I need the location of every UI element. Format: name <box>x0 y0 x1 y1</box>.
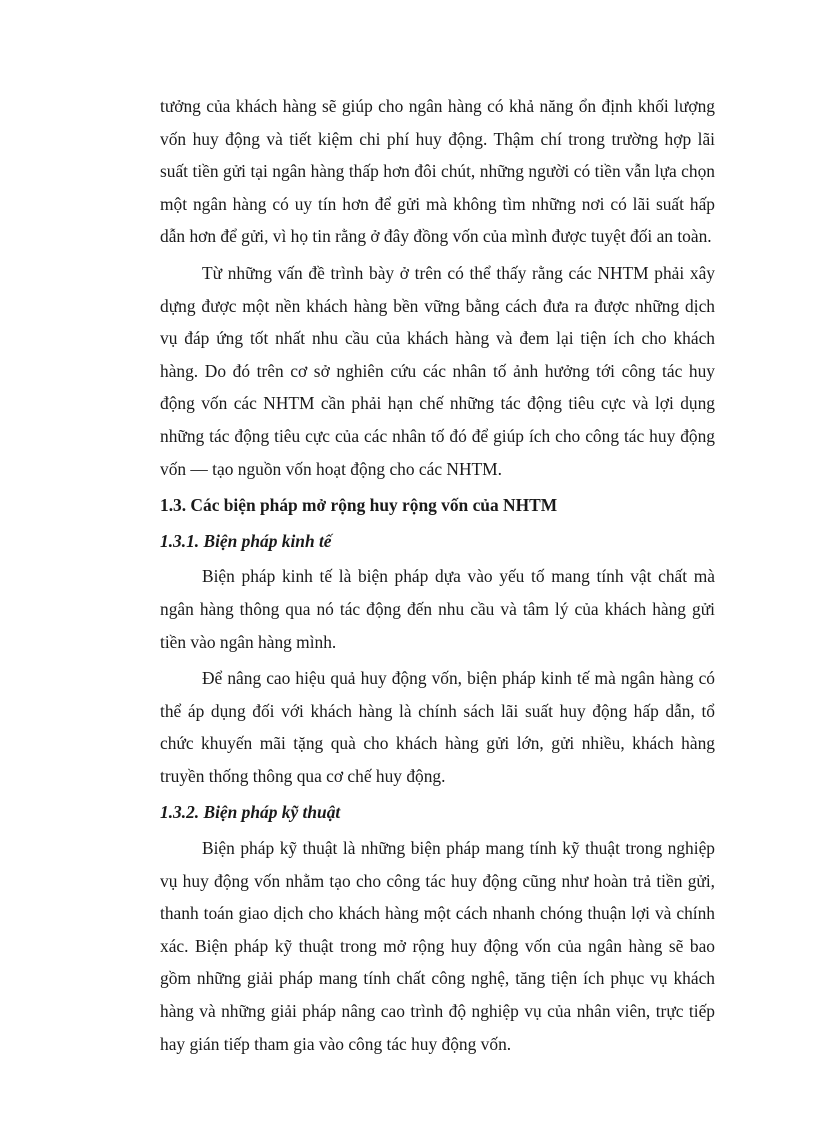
paragraph-economic-measures-application: Để nâng cao hiệu quả huy động vốn, biện pháp kinh tế mà ngân hàng có thể áp dụng đối với khách hàng là chính sách lãi suất huy động hấp dẫn, tổ chức khuyến mãi tặng quà cho khách hàng gửi lớn, gửi nhiều, khách hàng truyền thống thông qua cơ chế huy động. <box>160 668 715 786</box>
subsection-heading-1-3-1: 1.3.1. Biện pháp kinh tế <box>160 530 332 551</box>
page-content <box>160 90 715 1064</box>
paragraph-technical-measures: Biện pháp kỹ thuật là những biện pháp mang tính kỹ thuật trong nghiệp vụ huy động vốn nhằm tạo cho công tác huy động cũng như hoàn trả tiền gửi, thanh toán giao dịch cho khách hàng một cách nhanh chóng thuận lợi và chính xác. Biện pháp kỹ thuật trong mở rộng huy động vốn của ngân hàng sẽ bao gồm những giải pháp mang tính chất công nghệ, tăng tiện ích phục vụ khách hàng và những giải pháp nâng cao trình độ nghiệp vụ của nhân viên, trực tiếp hay gián tiếp tham gia vào công tác huy động vốn. <box>160 838 715 1054</box>
paragraph-continuation: tưởng của khách hàng sẽ giúp cho ngân hàng có khả năng ổn định khối lượng vốn huy động và tiết kiệm chi phí huy động. Thậm chí trong trường hợp lãi suất tiền gửi tại ngân hàng thấp hơn đôi chút, những người có tiền vẫn lựa chọn một ngân hàng có uy tín hơn để gửi mà không tìm những nơi có lãi suất hấp dẫn hơn để gửi, vì họ tin rằng ở đây đồng vốn của mình được tuyệt đối an toàn. <box>160 96 715 247</box>
paragraph-economic-measures-definition: Biện pháp kinh tế là biện pháp dựa vào yếu tố mang tính vật chất mà ngân hàng thông qua nó tác động đến nhu cầu và tâm lý của khách hàng gửi tiền vào ngân hàng mình. <box>160 566 715 652</box>
paragraph-nhtm-customer-base: Từ những vấn đề trình bày ở trên có thể thấy rằng các NHTM phải xây dựng được một nền khách hàng bền vững bằng cách đưa ra được những dịch vụ đáp ứng tốt nhất nhu cầu của khách hàng và đem lại tiện ích cho khách hàng. Do đó trên cơ sở nghiên cứu các nhân tố ảnh hưởng tới công tác huy động vốn các NHTM cần phải hạn chế những tác động tiêu cực và lợi dụng những tác động tiêu cực của các nhân tố đó để giúp ích cho công tác huy động vốn — tạo nguồn vốn hoạt động cho các NHTM. <box>160 262 715 479</box>
subsection-heading-1-3-2: 1.3.2. Biện pháp kỹ thuật <box>160 802 341 823</box>
section-heading-1-3: 1.3. Các biện pháp mở rộng huy rộng vốn của NHTM <box>160 495 558 516</box>
